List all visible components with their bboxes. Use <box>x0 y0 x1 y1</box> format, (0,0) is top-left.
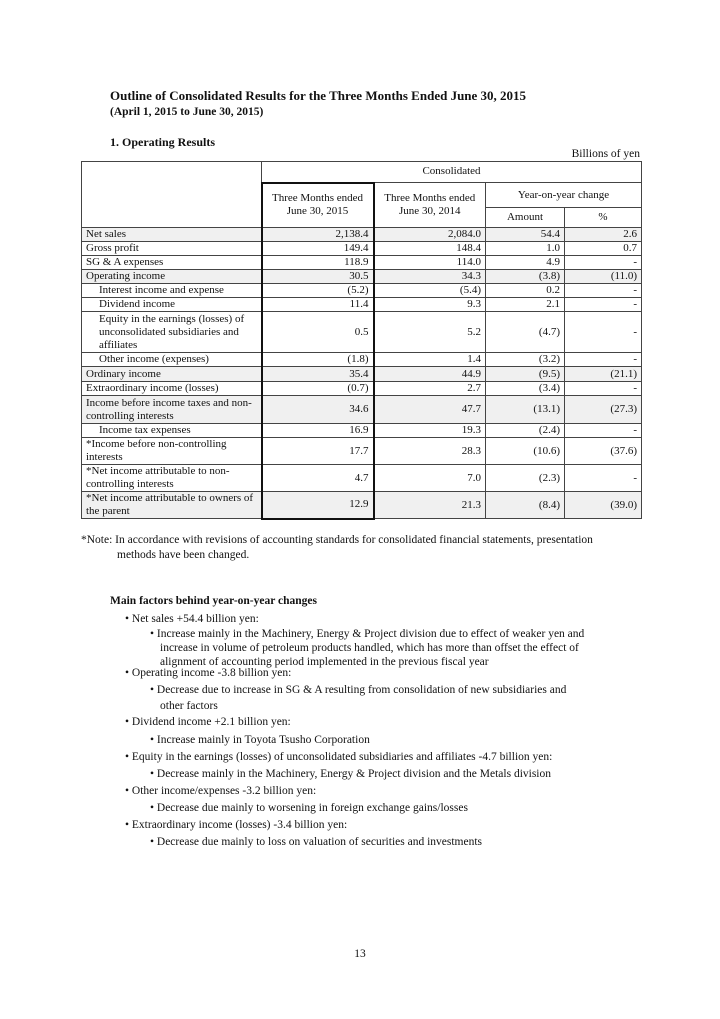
prior-value: 114.0 <box>374 256 486 270</box>
change-amount: (3.4) <box>486 382 565 396</box>
current-value: (5.2) <box>262 284 374 298</box>
prior-value: 5.2 <box>374 312 486 353</box>
change-pct: (21.1) <box>565 367 642 382</box>
col-amount-header: Amount <box>486 208 565 228</box>
change-pct: (39.0) <box>565 492 642 519</box>
row-label: Ordinary income <box>82 367 262 382</box>
consolidated-header: Consolidated <box>262 162 642 183</box>
operating-results-table <box>81 161 642 520</box>
footnote-continuation: methods have been changed. <box>117 549 250 561</box>
row-label: Gross profit <box>82 242 262 256</box>
row-label: *Net income attributable to owners of the parent <box>82 492 262 519</box>
table-row <box>82 298 642 312</box>
row-label: SG & A expenses <box>82 256 262 270</box>
current-value: 4.7 <box>262 465 374 492</box>
change-pct: - <box>565 353 642 367</box>
row-label: Income before income taxes and non-controlling interests <box>82 396 262 424</box>
table-row <box>82 424 642 438</box>
prior-value: 47.7 <box>374 396 486 424</box>
factor-detail: • Increase mainly in the Machinery, Energy & Project division due to effect of weaker yen and <box>150 628 585 640</box>
change-amount: (3.8) <box>486 270 565 284</box>
factor-equity-earnings: • Equity in the earnings (losses) of unconsolidated subsidiaries and affiliates -4.7 billion yen: <box>125 751 553 763</box>
current-value: 34.6 <box>262 396 374 424</box>
change-amount: (3.2) <box>486 353 565 367</box>
factor-detail: • Decrease mainly in the Machinery, Energy & Project division and the Metals division <box>150 768 552 780</box>
factor-detail: • Decrease due mainly to loss on valuation of securities and investments <box>150 836 483 848</box>
table-corner <box>82 162 262 228</box>
row-label: *Income before non-controlling interests <box>82 438 262 465</box>
current-value: 118.9 <box>262 256 374 270</box>
prior-value: 2,084.0 <box>374 228 486 242</box>
footnote-line: *Note: In accordance with revisions of accounting standards for consolidated financial statements, presentation <box>81 534 593 546</box>
footnote <box>81 533 641 563</box>
row-label: Equity in the earnings (losses) of unconsolidated subsidiaries and affiliates <box>82 312 262 353</box>
factor-other-income: • Other income/expenses -3.2 billion yen: <box>125 785 317 797</box>
prior-value: 19.3 <box>374 424 486 438</box>
prior-value: 148.4 <box>374 242 486 256</box>
change-pct: 2.6 <box>565 228 642 242</box>
current-value: 2,138.4 <box>262 228 374 242</box>
factors-heading: Main factors behind year-on-year changes <box>110 595 317 607</box>
change-amount: 2.1 <box>486 298 565 312</box>
change-pct: - <box>565 284 642 298</box>
change-pct: - <box>565 465 642 492</box>
change-amount: (2.4) <box>486 424 565 438</box>
factor-detail: • Decrease due to increase in SG & A resulting from consolidation of new subsidiaries and <box>150 684 567 696</box>
change-amount: 54.4 <box>486 228 565 242</box>
current-value: 30.5 <box>262 270 374 284</box>
row-label: Other income (expenses) <box>82 353 262 367</box>
change-pct: (11.0) <box>565 270 642 284</box>
current-value: (1.8) <box>262 353 374 367</box>
factor-net-sales: • Net sales +54.4 billion yen: <box>125 613 259 625</box>
prior-value: 34.3 <box>374 270 486 284</box>
change-amount: 4.9 <box>486 256 565 270</box>
row-label: *Net income attributable to non-controlling interests <box>82 465 262 492</box>
col-yoy-header: Year-on-year change <box>486 183 642 208</box>
page-number: 13 <box>354 948 366 960</box>
factor-detail: other factors <box>160 700 218 712</box>
current-value: 11.4 <box>262 298 374 312</box>
change-amount: (8.4) <box>486 492 565 519</box>
factor-detail: alignment of accounting period implemented in the previous fiscal year <box>160 656 489 668</box>
current-value: (0.7) <box>262 382 374 396</box>
change-pct: - <box>565 298 642 312</box>
row-label: Extraordinary income (losses) <box>82 382 262 396</box>
prior-value: 2.7 <box>374 382 486 396</box>
change-pct: 0.7 <box>565 242 642 256</box>
table-row <box>82 228 642 242</box>
prior-value: 1.4 <box>374 353 486 367</box>
col-current-header: Three Months ended June 30, 2015 <box>262 183 374 228</box>
current-value: 35.4 <box>262 367 374 382</box>
factor-extraordinary-income: • Extraordinary income (losses) -3.4 billion yen: <box>125 819 348 831</box>
change-amount: (4.7) <box>486 312 565 353</box>
prior-value: 44.9 <box>374 367 486 382</box>
table-row <box>82 367 642 382</box>
row-label: Interest income and expense <box>82 284 262 298</box>
prior-value: 21.3 <box>374 492 486 519</box>
factor-operating-income: • Operating income -3.8 billion yen: <box>125 667 292 679</box>
change-pct: (37.6) <box>565 438 642 465</box>
change-pct: - <box>565 424 642 438</box>
current-value: 149.4 <box>262 242 374 256</box>
table-row <box>82 465 642 492</box>
table-row <box>82 256 642 270</box>
factor-detail: • Increase mainly in Toyota Tsusho Corporation <box>150 734 370 746</box>
change-pct: - <box>565 382 642 396</box>
factor-detail: • Decrease due mainly to worsening in foreign exchange gains/losses <box>150 802 468 814</box>
table-row <box>82 438 642 465</box>
current-value: 17.7 <box>262 438 374 465</box>
change-pct: (27.3) <box>565 396 642 424</box>
document-subtitle: (April 1, 2015 to June 30, 2015) <box>110 106 264 118</box>
change-amount: (10.6) <box>486 438 565 465</box>
section-title: 1. Operating Results <box>110 135 215 149</box>
table-row <box>82 382 642 396</box>
change-pct: - <box>565 312 642 353</box>
table-row <box>82 284 642 298</box>
prior-value: 28.3 <box>374 438 486 465</box>
change-amount: (13.1) <box>486 396 565 424</box>
row-label: Operating income <box>82 270 262 284</box>
document-title: Outline of Consolidated Results for the Three Months Ended June 30, 2015 <box>110 88 527 103</box>
current-value: 0.5 <box>262 312 374 353</box>
change-amount: (2.3) <box>486 465 565 492</box>
prior-value: (5.4) <box>374 284 486 298</box>
row-label: Dividend income <box>82 298 262 312</box>
row-label: Income tax expenses <box>82 424 262 438</box>
unit-label: Billions of yen <box>571 148 640 160</box>
table-row <box>82 492 642 519</box>
factor-dividend-income: • Dividend income +2.1 billion yen: <box>125 716 291 728</box>
current-value: 16.9 <box>262 424 374 438</box>
change-amount: 0.2 <box>486 284 565 298</box>
table-row <box>82 242 642 256</box>
current-value: 12.9 <box>262 492 374 519</box>
change-amount: (9.5) <box>486 367 565 382</box>
prior-value: 7.0 <box>374 465 486 492</box>
table-row <box>82 270 642 284</box>
factor-detail: increase in volume of petroleum products handled, which has more than offset the effect of <box>160 642 579 654</box>
table-row <box>82 396 642 424</box>
change-pct: - <box>565 256 642 270</box>
change-amount: 1.0 <box>486 242 565 256</box>
prior-value: 9.3 <box>374 298 486 312</box>
col-prior-header: Three Months ended June 30, 2014 <box>374 183 486 228</box>
table-row <box>82 353 642 367</box>
col-pct-header: % <box>565 208 642 228</box>
row-label: Net sales <box>82 228 262 242</box>
table-row <box>82 312 642 353</box>
